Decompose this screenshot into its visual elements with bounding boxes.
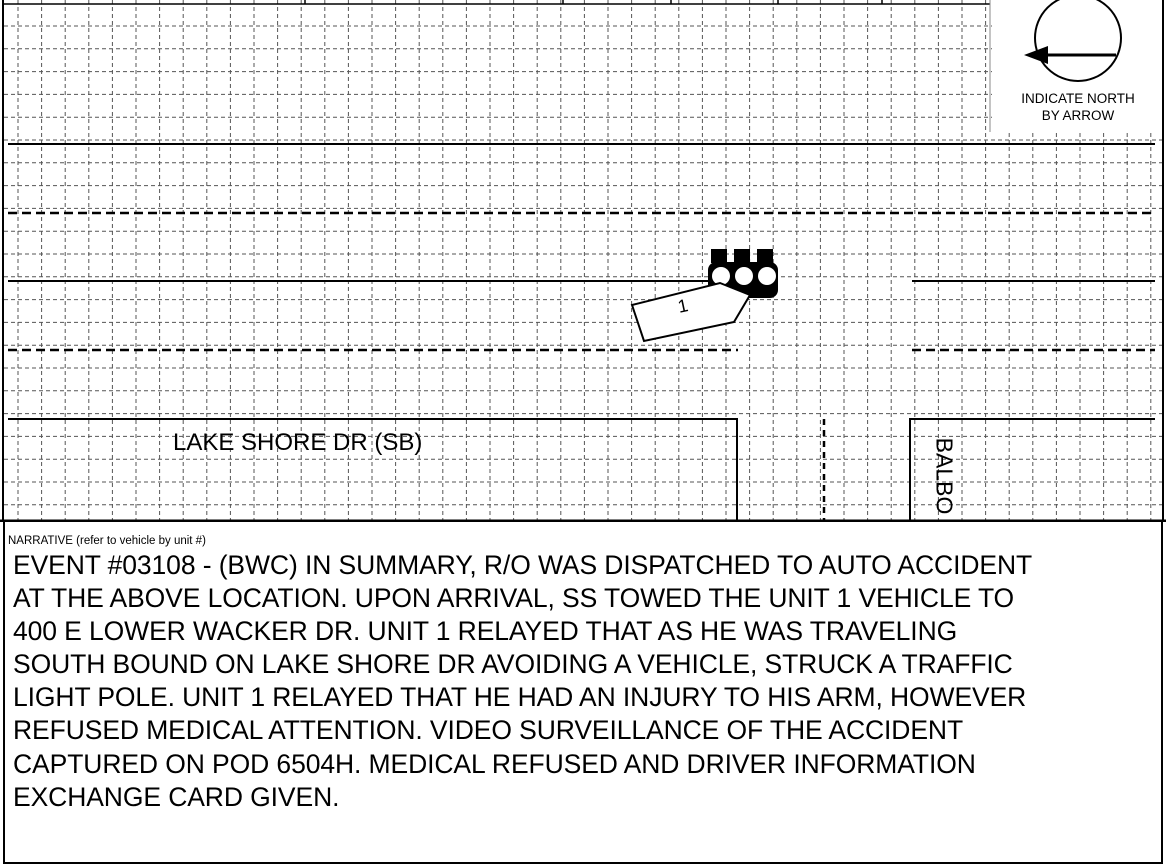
narrative-section <box>3 522 1163 864</box>
narrative-heading: NARRATIVE (refer to vehicle by unit #) <box>8 535 206 547</box>
street-label-lake-shore: LAKE SHORE DR (SB) <box>173 429 423 456</box>
north-indicator-label: INDICATE NORTH BY ARROW <box>1021 91 1135 123</box>
vehicle-unit-label: 1 <box>675 295 690 317</box>
narrative-text: EVENT #03108 - (BWC) IN SUMMARY, R/O WAS DISPATCHED TO AUTO ACCIDENT AT THE ABOVE LOCATION. UPON ARRIVAL, SS TOWED THE UNIT 1 VEHICLE TO 400 E LOWER WACKER DR. UNIT 1 RELAYED THAT AS HE WAS TRAVELING SOUTH BOUND ON LAKE SHORE DR AVOIDING A VEHICLE, STRUCK A TRAFFIC LIGHT POLE. UNIT 1 RELAYED THAT HE HAD AN INJURY TO HIS ARM, HOWEVER REFUSED MEDICAL ATTENTION. VIDEO SURVEILLANCE OF THE ACCIDENT CAPTURED ON POD 6504H. MEDICAL REFUSED AND DRIVER INFORMATION EXCHANGE CARD GIVEN. <box>13 550 1033 812</box>
street-label-balbo: BALBO <box>931 437 958 515</box>
vehicle-unit-1-icon <box>632 283 750 341</box>
